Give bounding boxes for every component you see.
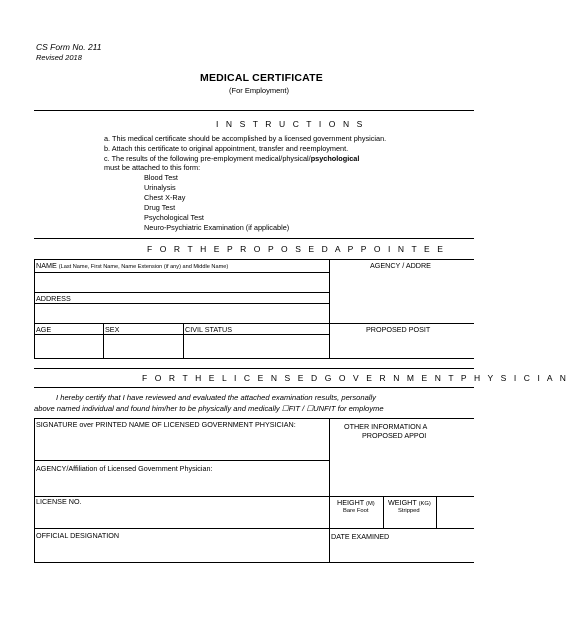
divider xyxy=(34,259,474,260)
address-field[interactable]: ADDRESS xyxy=(36,294,71,303)
unfit-label: UNFIT for employme xyxy=(313,404,384,413)
age-field[interactable]: AGE xyxy=(36,325,52,334)
official-designation-field[interactable]: OFFICIAL DESIGNATION xyxy=(36,531,120,540)
test-item: Chest X-Ray xyxy=(144,193,186,202)
name-label: NAME xyxy=(36,261,57,270)
test-item: Drug Test xyxy=(144,203,176,212)
other-info-line-2: PROPOSED APPOI xyxy=(362,431,427,440)
weight-field[interactable] xyxy=(388,498,431,507)
physician-signature-field[interactable]: SIGNATURE over PRINTED NAME OF LICENSED GOVERNMENT PHYSICIAN: xyxy=(36,420,296,429)
weight-note: Stripped xyxy=(398,508,420,514)
instruction-a: a. This medical certificate should be accomplished by a licensed government physician. xyxy=(104,134,387,143)
name-hint: (Last Name, First Name, Name Extension (if any) and Middle Name) xyxy=(58,264,229,270)
name-field[interactable] xyxy=(36,261,228,270)
divider xyxy=(34,323,474,324)
unfit-checkbox[interactable]: ☐ xyxy=(306,404,314,413)
revised-date: Revised 2018 xyxy=(36,53,82,62)
license-number-field[interactable]: LICENSE NO. xyxy=(36,497,82,506)
certification-line-2 xyxy=(34,404,384,413)
page-title: MEDICAL CERTIFICATE xyxy=(200,72,323,84)
weight-unit: (KG) xyxy=(418,501,431,507)
height-note: Bare Foot xyxy=(343,508,369,514)
physician-agency-field[interactable]: AGENCY/Affiliation of Licensed Government Physician: xyxy=(36,464,213,473)
instruction-c-bold: psychological xyxy=(310,154,360,163)
certification-line-1: I hereby certify that I have reviewed and evaluated the attached examination results, personally xyxy=(56,393,376,402)
test-item: Neuro-Psychiatric Examination (if applicable) xyxy=(144,223,290,232)
divider xyxy=(34,334,329,335)
instruction-b: b. Attach this certificate to original appointment, transfer and reemployment. xyxy=(104,144,349,153)
divider xyxy=(183,323,184,358)
instruction-c-text: c. The results of the following pre-employment medical/physical/ xyxy=(104,154,311,163)
divider xyxy=(383,496,384,528)
divider xyxy=(103,323,104,358)
physician-heading: F O R T H E L I C E N S E D G O V E R N M E N T P H Y S I C I A N xyxy=(142,373,568,383)
divider xyxy=(34,272,329,273)
divider xyxy=(34,110,474,111)
fit-checkbox[interactable]: ☐ xyxy=(281,404,289,413)
page-subtitle: (For Employment) xyxy=(229,86,290,95)
test-item: Urinalysis xyxy=(144,183,176,192)
date-examined-field[interactable]: DATE EXAMINED xyxy=(331,532,390,541)
certification-text: above named individual and found him/her to be physically and medically xyxy=(34,404,282,413)
appointee-heading: F O R T H E P R O P O S E D A P P O I N T E E xyxy=(147,244,446,254)
form-number: CS Form No. 211 xyxy=(36,42,102,52)
divider xyxy=(34,528,474,529)
instruction-c-cont: must be attached to this form: xyxy=(104,163,201,172)
weight-label: WEIGHT xyxy=(388,498,417,507)
divider xyxy=(436,496,437,528)
divider xyxy=(34,259,35,358)
instruction-c xyxy=(104,154,359,163)
civil-status-field[interactable]: CIVIL STATUS xyxy=(185,325,232,334)
other-info-line-1: OTHER INFORMATION A xyxy=(344,422,428,431)
divider xyxy=(34,303,329,304)
divider xyxy=(34,238,474,239)
divider xyxy=(329,418,330,562)
agency-address-field[interactable]: AGENCY / ADDRE xyxy=(370,261,431,270)
divider xyxy=(34,418,474,419)
sex-field[interactable]: SEX xyxy=(105,325,120,334)
divider xyxy=(329,259,330,358)
height-field[interactable] xyxy=(337,498,375,507)
fit-label: FIT / xyxy=(288,404,307,413)
height-unit: (M) xyxy=(366,501,375,507)
divider xyxy=(34,387,474,388)
divider xyxy=(34,292,329,293)
divider xyxy=(34,418,35,562)
divider xyxy=(34,368,474,369)
divider xyxy=(34,358,474,359)
proposed-position-field[interactable]: PROPOSED POSIT xyxy=(366,325,431,334)
divider xyxy=(34,460,329,461)
test-item: Psychological Test xyxy=(144,213,204,222)
height-label: HEIGHT xyxy=(337,498,365,507)
divider xyxy=(34,562,474,563)
divider xyxy=(34,496,474,497)
instructions-heading: I N S T R U C T I O N S xyxy=(216,119,365,129)
test-item: Blood Test xyxy=(144,173,178,182)
